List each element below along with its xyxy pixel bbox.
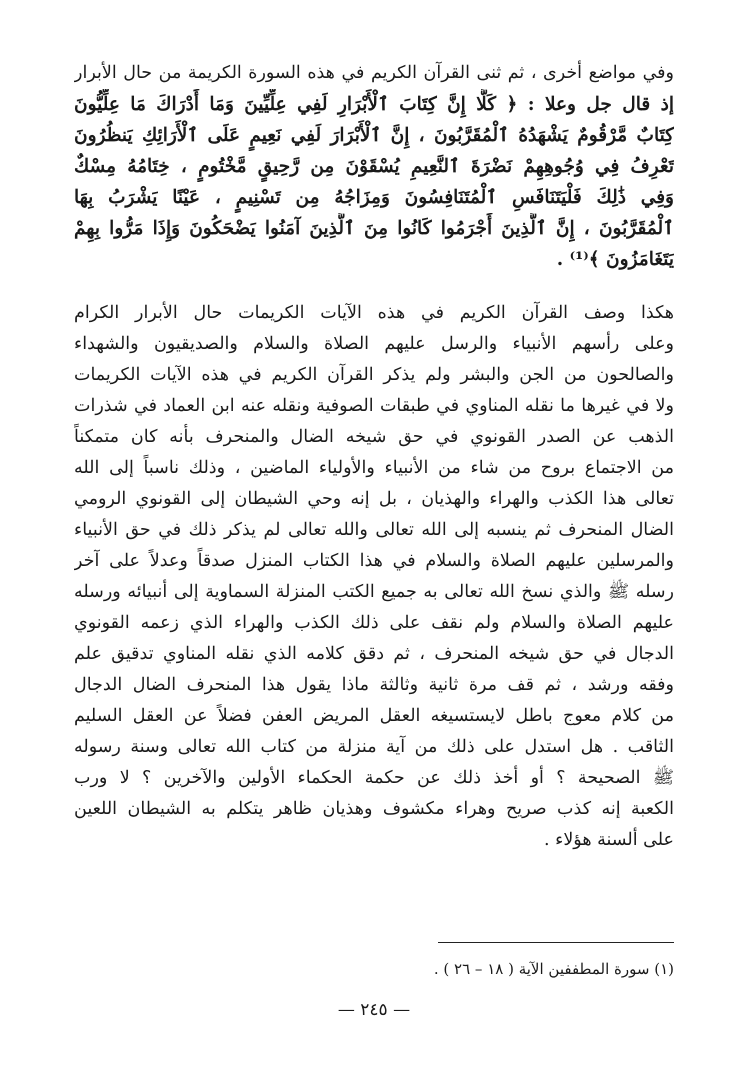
verse-line: كِتَابٌ مَّرْقُومٌ يَشْهَدُهُ ٱلْمُقَرَّبُونَ ، إِنَّ ٱلْأَبْرَارَ لَفِي نَعِيمٍ عَلَى ٱلْأَرَائِكِ يَنظُرُونَ [74,125,674,146]
paragraph-quran-quote [74,58,674,275]
verse-line: وَفِي ذَٰلِكَ فَلْيَتَنَافَسِ ٱلْمُتَنَافِسُونَ وَمِزَاجُهُ مِن تَسْنِيمٍ ، عَيْنًا يَشْرَبُ بِهَا [74,187,674,208]
text-line: تعالى هذا الكذب والهراء والهذيان ، بل إنه وحي الشيطان إلى القونوي الرومي [74,489,674,509]
paragraph-commentary [74,298,674,856]
text-line: الكعبة إنه كذب صريح وهراء مكشوف وهذيان ظاهر يتكلم به الشيطان اللعين [74,799,674,819]
text-line: وعلى رأسهم الأنبياء والرسل عليهم الصلاة والسلام والصديقيون والشهداء [74,334,674,354]
verse-line: ٱلْمُقَرَّبُونَ ، إِنَّ ٱلَّذِينَ أَجْرَمُوا كَانُوا مِنَ ٱلَّذِينَ آمَنُوا يَضْحَكُونَ وَإِذَا مَرُّوا بِهِمْ [74,218,674,239]
text-line: من الاجتماع بروح من شاء من الأنبياء والأولياء الماضين ، وذلك ناسباً إلى الله [74,458,674,478]
text-line: الثاقب . هل استدل على ذلك من آية منزلة من كتاب الله تعالى وسنة رسوله [74,737,674,757]
text-line: ﷺ الصحيحة ؟ أو أخذ ذلك عن حكمة الحكماء الأولين والآخرين ؟ لا ورب [74,768,674,788]
text-line: عليهم الصلاة والسلام ولم نقف على ذلك الكذب والهراء الذي زعمه القونوي [74,613,674,633]
text-line: وفقه ورشد ، ثم قف مرة ثانية وثالثة ماذا يقول هذا المنحرف الضال الدجال [74,675,674,695]
text-line: رسله ﷺ والذي نسخ الله تعالى به جميع الكتب المنزلة السماوية إلى أنبيائه ورسله [74,582,674,602]
paragraph-spacer [74,275,674,298]
text-line: ولا في غيرها ما نقله المناوي في طبقات الصوفية ونقله عنه ابن العماد في شذرات [74,396,674,416]
book-page [74,58,674,1058]
text-line: على ألسنة هؤلاء . [543,830,674,850]
page-number: — ٢٤٥ — [337,1000,411,1020]
text-line: الضال المنحرف ثم ينسبه إلى الله تعالى والله تعالى لم يذكر ذلك في حق الأنبياء [74,520,674,540]
text-line: وفي مواضع أخرى ، ثم ثنى القرآن الكريم في هذه السورة الكريمة من حال الأبرار [74,63,674,83]
footnote-divider [438,942,674,943]
footnote: (١) سورة المطففين الآية ( ١٨ – ٢٦ ) . [433,960,674,978]
text-line: الذهب عن الصدر القونوي في حق شيخه الضال والمنحرف بأنه كان متمكناً [74,427,674,447]
text-line: الدجال في حق شيخه المنحرف ، ثم دقق كلامه الذي نقله المناوي تدقيق علم [74,644,674,664]
text-line: من كلام معوج باطل لايستسيغه العقل المريض العفن فضلاً عن العقل السليم [74,706,674,726]
text-line: والصالحون من الجن والبشر ولم يذكر القرآن الكريم في هذه الآيات الكريمات [74,365,674,385]
verse-line: تَعْرِفُ فِي وُجُوهِهِمْ نَضْرَةَ ٱلنَّعِيمِ يُسْقَوْنَ مِن رَّحِيقٍ مَّخْتُومٍ ، خِتَامُهُ مِسْكٌ [74,156,674,177]
text-line: والمرسلين عليهم الصلاة والسلام في هذا الكتاب المنزل صدقاً وعدلاً على آخر [74,551,674,571]
text-line: هكذا وصف القرآن الكريم في هذه الآيات الكريمات حال الأبرار الكرام [74,303,674,323]
verse-line: إذ قال جل وعلا : ﴿ كَلَّا إِنَّ كِتَابَ ٱلْأَبْرَارِ لَفِي عِلِّيِّينَ وَمَا أَدْرَاكَ مَا عِلِّيُّونَ [74,94,674,115]
verse-line: يَتَغَامَزُونَ ﴾⁽¹⁾ . [556,249,674,270]
